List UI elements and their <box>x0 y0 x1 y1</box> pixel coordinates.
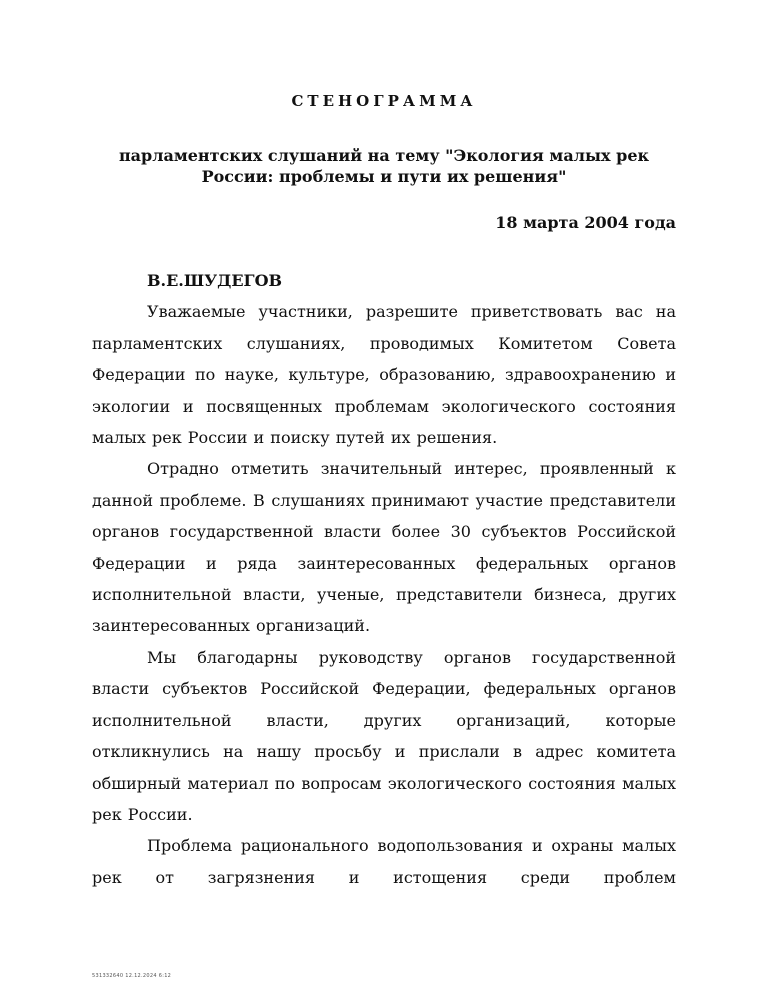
speaker-name: В.Е.ШУДЕГОВ <box>147 271 283 290</box>
paragraph: Мы благодарны руководству органов государственной власти субъектов Российской Федерации, федеральных органов исполнительной власти, других организаций, которые откликнулись на нашу просьбу и прислали в адрес комитета обширный материал по вопросам экологического состояния малых рек России. <box>92 647 676 824</box>
document-subtitle: парламентских слушаний на тему "Экология малых рек России: проблемы и пути их решения" <box>118 146 650 186</box>
paragraph: Уважаемые участники, разрешите приветствовать вас на парламентских слушаниях, проводимых Комитетом Совета Федерации по науке, культуре, образованию, здравоохранению и экологии и посвященных проблемам экологического состояния малых рек России и поиску путей их решения. <box>92 302 676 448</box>
document-title: СТЕНОГРАММА <box>291 92 477 110</box>
paragraph: Проблема рационального водопользования и охраны малых рек от загрязнения и истощения среди проблем <box>92 836 676 887</box>
paragraph: Отрадно отметить значительный интерес, проявленный к данной проблеме. В слушаниях принимают участие представители органов государственной власти более 30 субъектов Российской Федерации и ряда заинтересованных федеральных органов исполнительной власти, ученые, представители бизнеса, других заинтересованных организаций. <box>92 459 676 636</box>
document-footer: 531332640 12.12.2024 6:12 <box>92 973 172 979</box>
document-body <box>92 265 676 893</box>
document-date: 18 марта 2004 года <box>495 213 676 232</box>
